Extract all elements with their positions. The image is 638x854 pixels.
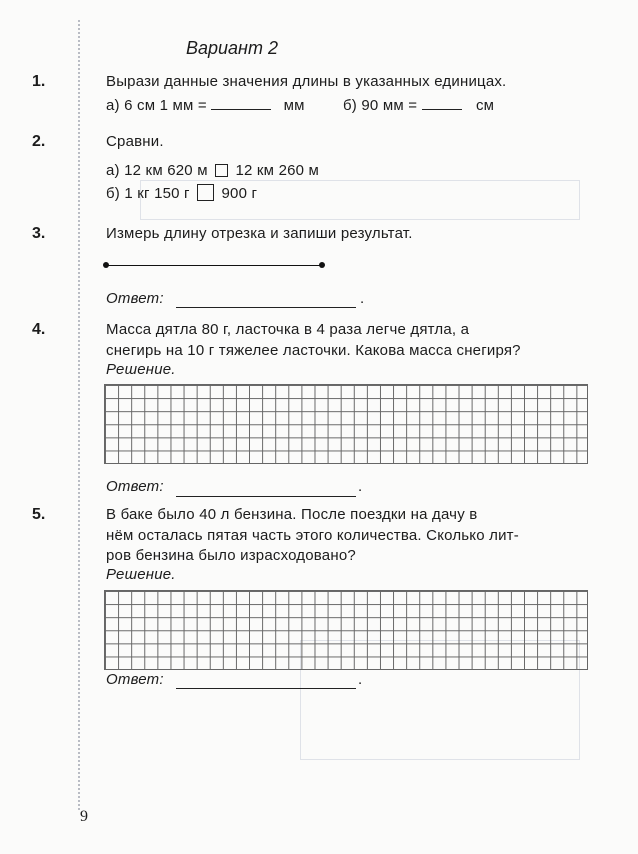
task-4-number: 4. (32, 321, 46, 338)
task-3-number: 3. (32, 225, 46, 242)
task-3-answer-end: . (360, 290, 365, 307)
task-2a-left: а) 12 км 620 м (106, 162, 208, 179)
task-1a-expression: а) 6 см 1 мм = (106, 97, 207, 114)
task-1b-unit: см (475, 97, 495, 114)
task-4-solution-grid[interactable] (104, 384, 588, 464)
task-5-line-1: В баке было 40 л бензина. После поездки на дачу в (106, 506, 478, 523)
task-5-line-2: нём осталась пятая часть этого количества. Сколько лит- (106, 527, 519, 544)
page-number: 9 (80, 808, 88, 825)
task-2-prompt: Сравни. (106, 133, 164, 150)
task-1b-expression: б) 90 мм = (343, 97, 418, 114)
task-3-answer-line[interactable] (176, 307, 356, 308)
task-1-number: 1. (32, 73, 46, 90)
task-1-parts (106, 97, 494, 114)
segment-endpoint-right (319, 262, 325, 268)
task-4-line-1: Масса дятла 80 г, ласточка в 4 раза легче дятла, а (106, 321, 470, 338)
task-5-answer-label: Ответ: (106, 671, 164, 688)
task-2b-row (106, 184, 257, 202)
task-1-prompt: Вырази данные значения длины в указанных единицах. (106, 73, 507, 90)
measure-segment (106, 265, 322, 266)
perforation-line (78, 20, 80, 810)
task-4-solution-label: Решение. (106, 361, 176, 378)
task-1a-unit: мм (283, 97, 305, 114)
task-5-solution-grid[interactable] (104, 590, 588, 670)
task-5-answer-end: . (358, 671, 363, 688)
task-5-number: 5. (32, 506, 46, 523)
task-2a-right: 12 км 260 м (235, 162, 320, 179)
task-1a-blank[interactable] (211, 109, 271, 110)
task-2b-right: 900 г (221, 185, 258, 202)
task-5-solution-label: Решение. (106, 566, 176, 583)
task-1b-blank[interactable] (422, 109, 462, 110)
task-2-number: 2. (32, 133, 46, 150)
task-2a-compare-box[interactable] (215, 164, 228, 177)
segment-endpoint-left (103, 262, 109, 268)
task-2b-compare-box[interactable] (197, 184, 214, 201)
task-5-line-3: ров бензина было израсходовано? (106, 547, 356, 564)
task-4-answer-line[interactable] (176, 496, 356, 497)
task-4-line-2: снегирь на 10 г тяжелее ласточки. Какова масса снегиря? (106, 342, 521, 359)
task-4-answer-label: Ответ: (106, 478, 164, 495)
task-2b-left: б) 1 кг 150 г (106, 185, 190, 202)
variant-title: Вариант 2 (186, 38, 278, 58)
task-3-answer-label: Ответ: (106, 290, 164, 307)
task-3-prompt: Измерь длину отрезка и запиши результат. (106, 225, 413, 242)
task-2a-row (106, 162, 319, 179)
task-4-answer-end: . (358, 478, 363, 495)
task-5-answer-line[interactable] (176, 688, 356, 689)
